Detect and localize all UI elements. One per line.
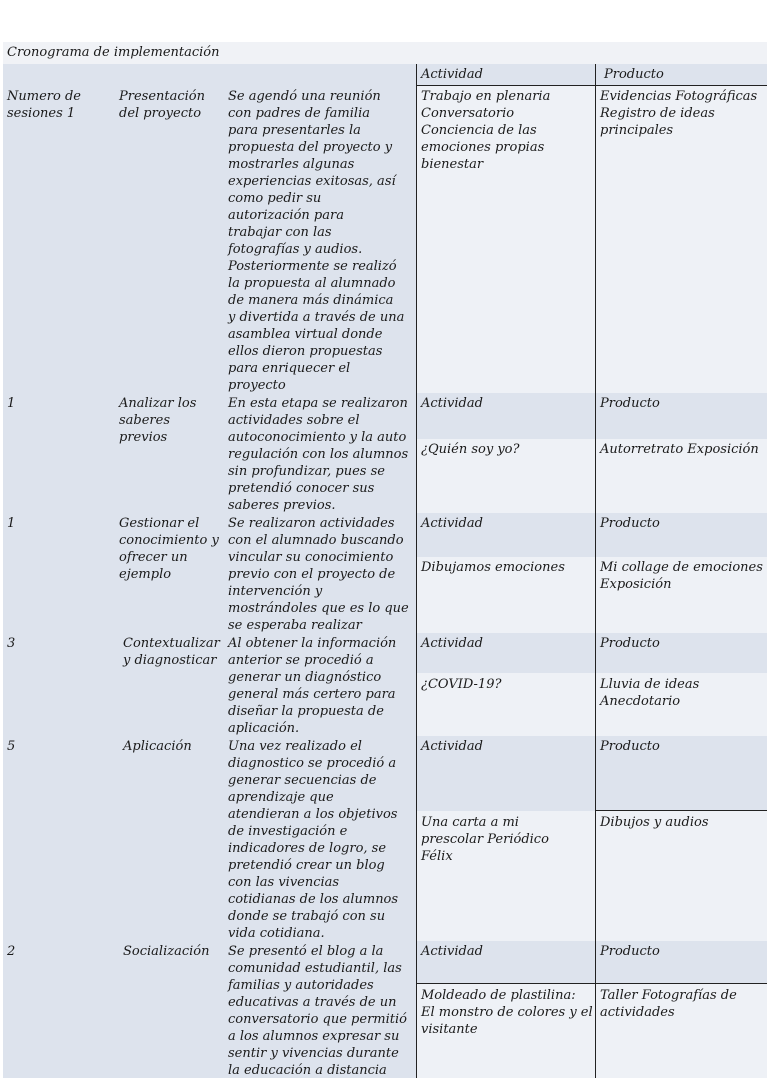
header-producto: Producto [604,67,664,82]
row-actividad-label: Actividad [421,944,483,959]
header-actividad: Actividad [421,67,483,82]
row-sesiones: 1 [7,396,16,411]
row-descripcion: Al obtener la información anterior se procedió a generar un diagnóstico general más certero para diseñar la propuesta de aplicación. [228,636,397,736]
row-sesiones: Numero de sesiones 1 [7,89,81,121]
row-actividad: Moldeado de plastilina: El monstro de colores y el visitante [421,988,593,1037]
row-rule [595,810,767,811]
row-sesiones: 2 [7,944,16,959]
row-producto-label: Producto [600,739,660,754]
table-title: Cronograma de implementación [7,45,220,60]
row-sesiones: 1 [7,516,16,531]
row-etapa: Aplicación [123,739,192,754]
row-actividad: ¿Quién soy yo? [421,442,520,457]
row-producto-label: Producto [600,636,660,651]
row-etapa: Gestionar el conocimiento y ofrecer un ejemplo [119,516,219,582]
row-producto: Mi collage de emociones Exposición [600,560,763,592]
row-producto-label: Producto [600,516,660,531]
header-rule [416,85,767,86]
row-producto: Dibujos y audios [600,815,709,830]
row-descripcion: Se realizaron actividades con el alumnado buscando vincular su conocimiento previo con el proyecto de intervención y mostrándoles que es lo que se esperaba realizar [228,516,409,633]
row-sesiones: 3 [7,636,16,651]
row-producto: Autorretrato Exposición [600,442,759,457]
row-actividad: ¿COVID-19? [421,677,502,692]
row-actividad: Dibujamos emociones [421,560,565,575]
row-producto: Taller Fotografías de actividades [600,988,737,1020]
row-actividad-label: Actividad [421,739,483,754]
table-title-band [3,42,767,64]
row-producto-label: Producto [600,944,660,959]
row-etapa: Socialización [123,944,210,959]
row-descripcion: Se presentó el blog a la comunidad estudiantil, las familias y autoridades educativas a través de un conversatorio que permitió a los alumnos expresar su sentir y vivencias durante la educación a distancia [228,944,407,1078]
row-actividad-label: Actividad [421,516,483,531]
row-sesiones: 5 [7,739,16,754]
row-producto: Evidencias Fotográficas Registro de ideas principales [600,89,758,138]
row-etapa: Analizar los saberes previos [119,396,197,445]
row-actividad-label: Actividad [421,636,483,651]
row-descripcion: En esta etapa se realizaron actividades sobre el autoconocimiento y la auto regulación con los alumnos sin profundizar, pues se pretendió conocer sus saberes previos. [228,396,409,513]
row-producto: Lluvia de ideas Anecdotario [600,677,700,709]
row-descripcion: Se agendó una reunión con padres de familia para presentarles la propuesta del proyecto y mostrarles algunas experiencias exitosas, así como pedir su autorización para trabajar con las fotografías y audios. Posteriormente se realizó la propuesta al alumnado de manera más dinámica y divertida a través de una asamblea virtual donde ellos dieron propuestas para enriquecer el proyecto [228,89,405,393]
row-producto-label: Producto [600,396,660,411]
row-rule [416,983,767,984]
column-divider-left [416,64,417,1078]
row-etapa: Presentación del proyecto [119,89,206,121]
row-actividad-label: Actividad [421,396,483,411]
row-descripcion: Una vez realizado el diagnostico se procedió a generar secuencias de aprendizaje que atendieran a los objetivos de investigación e indicadores de logro, se pretendió crear un blog con las vivencias cotidianas de los alumnos donde se trabajó con su vida cotidiana. [228,739,399,941]
row-actividad: Una carta a mi prescolar Periódico Félix [421,815,549,864]
row-actividad: Trabajo en plenaria Conversatorio Conciencia de las emociones propias bienestar [421,89,551,172]
column-divider-middle [595,64,596,1078]
row-etapa: Contextualizar y diagnosticar [123,636,220,668]
